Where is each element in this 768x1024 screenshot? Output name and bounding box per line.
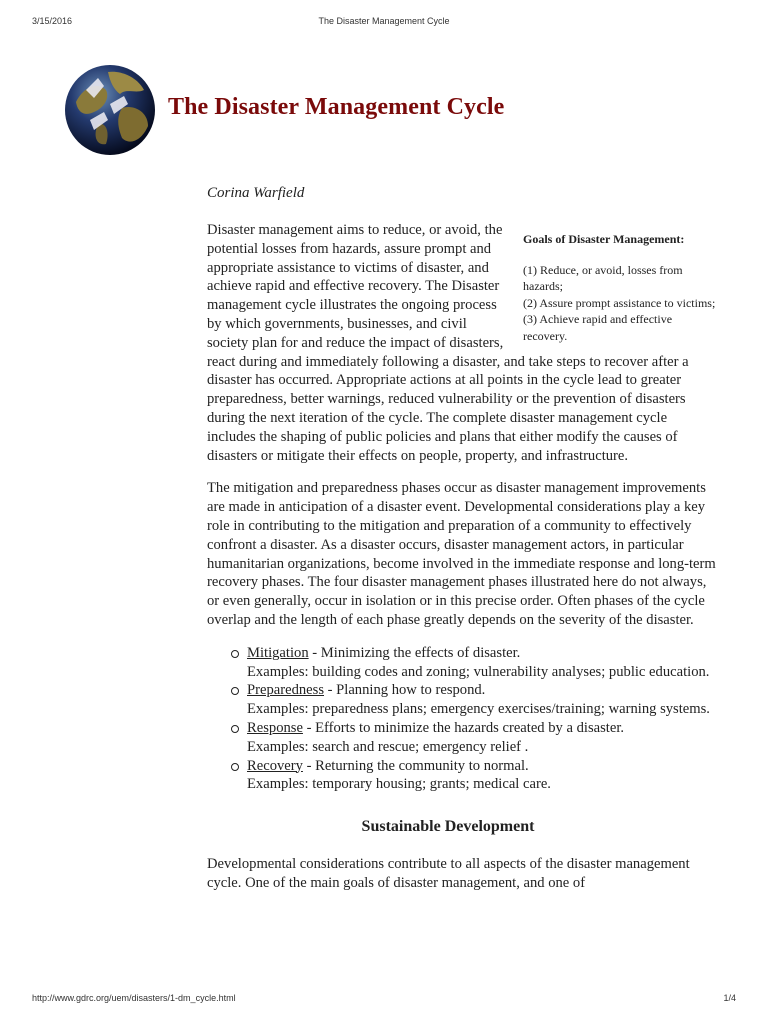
phase-link-response[interactable]: Response [247, 719, 303, 736]
phase-examples: Examples: temporary housing; grants; medical care. [247, 776, 551, 793]
phase-description: - Efforts to minimize the hazards created by a disaster. [302, 719, 625, 736]
phase-description: - Minimizing the effects of disaster. [308, 644, 521, 661]
globe-logo-icon [64, 64, 156, 156]
phase-item-preparedness [229, 681, 717, 719]
phase-examples: Examples: preparedness plans; emergency exercises/training; warning systems. [247, 701, 710, 718]
circle-bullet-icon [231, 725, 239, 733]
print-footer [32, 993, 736, 1007]
goals-sidebar [523, 221, 717, 344]
circle-bullet-icon [231, 763, 239, 771]
print-header [32, 16, 736, 30]
intro-paragraph: Disaster management aims to reduce, or avoid, the potential losses from hazards, assure prompt and appropriate assistance to victims of disaster, and achieve rapid and effective recovery. The Disaster management cycle illustrates the ongoing process by which governments, businesses, and civil society plan for and reduce the impact of disasters, react during and immediately following a disaster, and take steps to recover after a disaster has occurred. Appropriate actions at all points in the cycle lead to greater preparedness, better warnings, reduced vulnerability or the prevention of disasters during the next iteration of the cycle. The complete disaster management cycle includes the shaping of public policies and plans that either modify the causes of disasters or mitigate their effects on people, property, and infrastructure. [207, 222, 689, 464]
phase-item-mitigation [229, 644, 717, 682]
article-body [207, 221, 717, 907]
phase-list [207, 644, 717, 794]
phase-link-mitigation[interactable]: Mitigation [247, 644, 309, 661]
goal-item: (3) Achieve rapid and effective recovery. [523, 312, 673, 343]
phases-paragraph: The mitigation and preparedness phases occur as disaster management improvements are made in anticipation of a disaster event. Developmental considerations play a key role in contributing to the mitigation and preparation of a community to effectively confront a disaster. As a disaster occurs, disaster management actors, in particular humanitarian organizations, become involved in the immediate response and long-term recovery phases. The four disaster management phases illustrated here do not always, or even generally, occur in isolation or in this precise order. Often phases of the cycle overlap and the length of each phase greatly depends on the severity of the disaster. [207, 480, 716, 628]
phase-description: - Planning how to respond. [324, 682, 486, 699]
phase-link-preparedness[interactable]: Preparedness [247, 682, 324, 699]
goals-title: Goals of Disaster Management: [523, 232, 685, 246]
circle-bullet-icon [231, 650, 239, 658]
phase-item-recovery [229, 757, 717, 795]
print-page-title: The Disaster Management Cycle [318, 16, 450, 26]
author-name: Corina Warfield [207, 185, 305, 201]
phase-link-recovery[interactable]: Recovery [247, 757, 303, 774]
sustainable-paragraph: Developmental considerations contribute to all aspects of the disaster management cycle. One of the main goals of disaster management, and one of [207, 855, 690, 891]
page-url: http://www.gdrc.org/uem/disasters/1-dm_cycle.html [32, 993, 236, 1003]
page-title: The Disaster Management Cycle [168, 94, 505, 120]
goal-item: (1) Reduce, or avoid, losses from hazards; [523, 262, 683, 293]
goal-item: (2) Assure prompt assistance to victims; [523, 295, 716, 310]
phase-examples: Examples: search and rescue; emergency relief . [247, 738, 529, 755]
phase-description: - Returning the community to normal. [302, 757, 529, 774]
phase-item-response [229, 719, 717, 757]
phase-examples: Examples: building codes and zoning; vulnerability analyses; public education. [247, 663, 710, 680]
page-number: 1/4 [723, 993, 736, 1003]
section-heading: Sustainable Development [361, 818, 535, 836]
circle-bullet-icon [231, 687, 239, 695]
print-date: 3/15/2016 [32, 16, 73, 26]
